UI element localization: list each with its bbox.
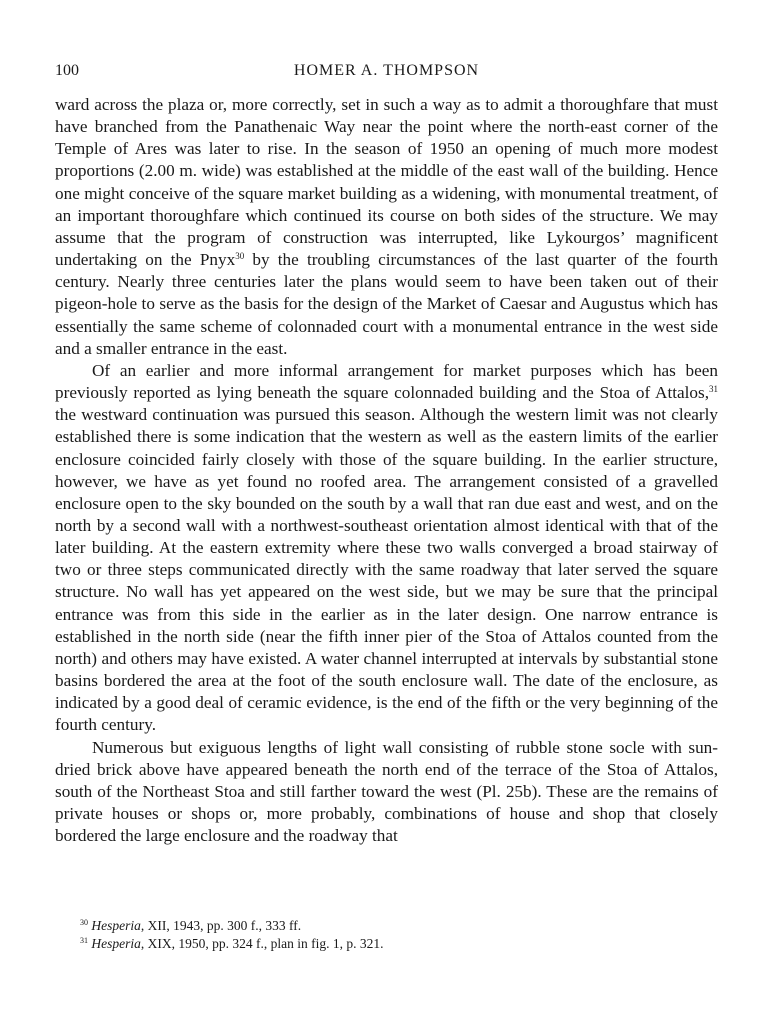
page-header xyxy=(55,62,718,84)
paragraph-text: the westward continuation was pursued this season. Although the western limit was not clearly established there is some indication that the western as well as the eastern limits of the earlier enclosure coincided fairly closely with those of the square building. In the earlier structure, however, we have as yet found no roofed area. The arrangement consisted of a gravelled enclosure open to the sky bounded on the south by a wall that ran due east and west, and on the north by a second wall with a northwest-southeast orientation almost identical with that of the later building. At the eastern extremity where these two walls converged a broad stairway of two or three steps communicated directly with the same roadway that later served the square structure. No wall has yet appeared on the west side, but we may be sure that the principal entrance was from this side in the earlier as in the later design. One narrow entrance is established in the north side (near the fifth inner pier of the Stoa of Attalos counted from the north) and others may have existed. A water channel interrupted at intervals by substantial stone basins bordered the area at the foot of the south enclosure wall. The date of the enclosure, as indicated by a good deal of ceramic evidence, is the end of the fifth or the very beginning of the fourth century. xyxy=(55,405,718,735)
journal-title: Hesperia xyxy=(91,936,141,951)
footnote-ref: 30 xyxy=(235,251,245,262)
paragraph-text: Numerous but exiguous lengths of light wall consisting of rubble stone socle with sun-dried brick above have appeared beneath the north end of the terrace of the Stoa of Attalos, south of the Northeast Stoa and still farther toward the west (Pl. 25b). These are the remains of private houses or shops or, more probably, combinations of house and shop that closely bordered the large enclosure and the roadway that xyxy=(55,737,718,846)
paragraph xyxy=(55,360,718,737)
body-text xyxy=(55,94,718,847)
footnote xyxy=(80,935,680,953)
footnote-ref: 31 xyxy=(709,384,718,395)
paragraph-text: by the troubling circumstances of the last quarter of the fourth century. Nearly three centuries later the plans would seem to have been taken out of their pigeon-hole to serve as the basis for the design of the Market of Caesar and Augustus which has essentially the same scheme of colonnaded court with a monumental entrance in the west side and a smaller entrance in the east. xyxy=(55,250,718,358)
footnote-number: 30 xyxy=(80,918,88,927)
page-number: 100 xyxy=(55,62,79,79)
footnote-text: , XII, 1943, pp. 300 f., 333 ff. xyxy=(140,918,302,933)
paragraph xyxy=(55,737,718,848)
paragraph-text: ward across the plaza or, more correctly, set in such a way as to admit a thoroughfare that must have branched from the Panathenaic Way near the point where the north-east corner of the Temple of Ares was later to rise. In the season of 1950 an opening of much more modest proportions (2.00 m. wide) was established at the middle of the east wall of the building. Hence one might conceive of the square market building as a widening, with monumental treatment, of an important thoroughfare which continued its course on both sides of the structure. We may assume that the program of construction was interrupted, like Lykourgos’ magnificent undertaking on the Pnyx xyxy=(55,95,718,270)
footnotes xyxy=(80,917,680,953)
paragraph xyxy=(55,94,718,360)
paragraph-text: Of an earlier and more informal arrangement for market purposes which has been previously reported as lying beneath the square colonnaded building and the Stoa of Attalos, xyxy=(55,360,718,403)
footnote-number: 31 xyxy=(80,936,88,945)
footnote-text: , XIX, 1950, pp. 324 f., plan in fig. 1, p. 321. xyxy=(140,936,384,951)
journal-title: Hesperia xyxy=(91,918,141,933)
running-head: HOMER A. THOMPSON xyxy=(293,62,480,79)
footnote xyxy=(80,917,680,935)
